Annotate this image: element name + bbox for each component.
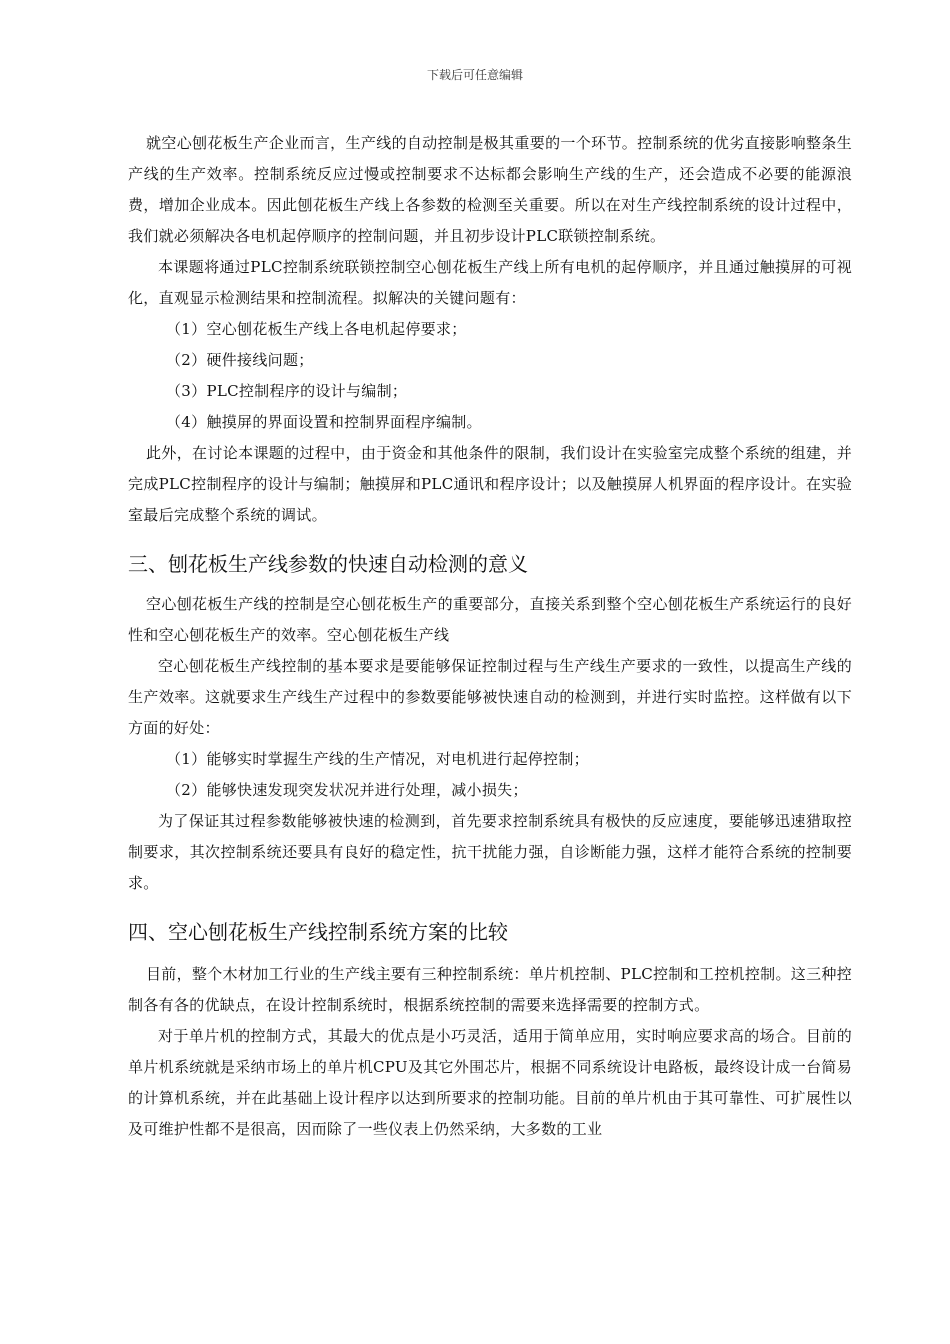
paragraph: 对于单片机的控制方式，其最大的优点是小巧灵活，适用于简单应用，实时响应要求高的场合。目前的单片机系统就是采纳市场上的单片机CPU及其它外围芯片，根据不同系统设计电路板，最终设计成一台简易的计算机系统，并在此基础上设计程序以达到所要求的控制功能。目前的单片机由于其可靠性、可扩展性以及可维护性都不是很高，因而除了一些仪表上仍然采纳，大多数的工业 [128, 1027, 852, 1138]
page-header: 下载后可任意编辑 [426, 68, 523, 82]
paragraph: （2）硬件接线问题； [166, 351, 314, 369]
paragraph: 目前，整个木材加工行业的生产线主要有三种控制系统：单片机控制、PLC控制和工控机控制。这三种控制各有各的优缺点，在设计控制系统时，根据系统控制的需要来选择需要的控制方式。 [128, 965, 852, 1014]
paragraph: （1）空心刨花板生产线上各电机起停要求； [166, 320, 467, 338]
document-body [128, 128, 852, 1145]
paragraph: 空心刨花板生产线控制的基本要求是要能够保证控制过程与生产线生产要求的一致性，以提高生产线的生产效率。这就要求生产线生产过程中的参数要能够被快速自动的检测到，并进行实时监控。这样做有以下方面的好处： [128, 657, 852, 737]
paragraph: （3）PLC控制程序的设计与编制； [166, 382, 408, 400]
paragraph: 为了保证其过程参数能够被快速的检测到，首先要求控制系统具有极快的反应速度，要能够迅速猎取控制要求，其次控制系统还要具有良好的稳定性，抗干扰能力强，自诊断能力强，这样才能符合系统的控制要求。 [128, 812, 852, 892]
paragraph: （2）能够快速发现突发状况并进行处理，减小损失； [166, 781, 528, 799]
paragraph: （4）触摸屏的界面设置和控制界面程序编制。 [166, 413, 482, 431]
paragraph: 本课题将通过PLC控制系统联锁控制空心刨花板生产线上所有电机的起停顺序，并且通过触摸屏的可视化，直观显示检测结果和控制流程。拟解决的关键问题有： [128, 258, 852, 307]
paragraph: 此外，在讨论本课题的过程中，由于资金和其他条件的限制，我们设计在实验室完成整个系统的组建，并完成PLC控制程序的设计与编制；触摸屏和PLC通讯和程序设计；以及触摸屏人机界面的程序设计。在实验室最后完成整个系统的调试。 [128, 444, 852, 524]
section-heading: 四、空心刨花板生产线控制系统方案的比较 [128, 920, 508, 944]
section-heading: 三、刨花板生产线参数的快速自动检测的意义 [128, 552, 528, 576]
paragraph: 空心刨花板生产线的控制是空心刨花板生产的重要部分，直接关系到整个空心刨花板生产系统运行的良好性和空心刨花板生产的效率。空心刨花板生产线 [128, 595, 852, 644]
paragraph: 就空心刨花板生产企业而言，生产线的自动控制是极其重要的一个环节。控制系统的优劣直接影响整条生产线的生产效率。控制系统反应过慢或控制要求不达标都会影响生产线的生产，还会造成不必要的能源浪费，增加企业成本。因此刨花板生产线上各参数的检测至关重要。所以在对生产线控制系统的设计过程中，我们就必须解决各电机起停顺序的控制问题，并且初步设计PLC联锁控制系统。 [128, 134, 852, 245]
paragraph: （1）能够实时掌握生产线的生产情况，对电机进行起停控制； [166, 750, 589, 768]
